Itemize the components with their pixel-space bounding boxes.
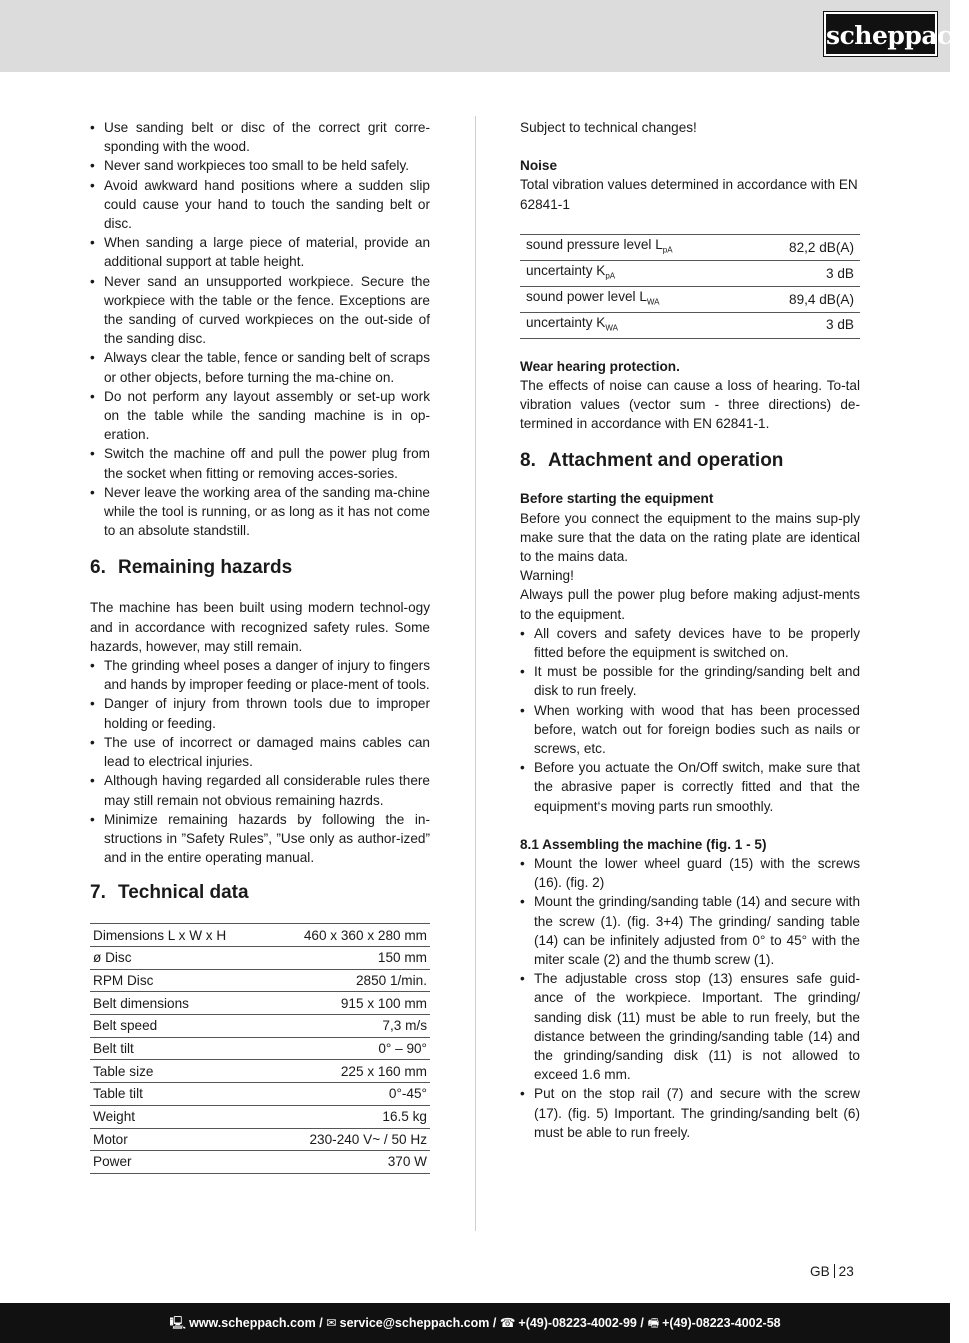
footer-fax: +(49)-08223-4002-58 <box>662 1316 781 1330</box>
spec-label: ø Disc <box>90 947 266 970</box>
spec-value: 7,3 m/s <box>266 1015 430 1038</box>
noise-value: 3 dB <box>749 312 860 338</box>
brand-logo: scheppach <box>824 12 937 56</box>
before-text: Before you connect the equipment to the mains sup-ply make sure that the data on the rating plate are identical to the mains data. <box>520 510 860 564</box>
page-num: 23 <box>838 1264 854 1279</box>
assembly-heading: 8.1 Assembling the machine (fig. 1 - 5) <box>520 836 767 852</box>
list-item: • It must be possible for the grinding/sanding belt and disk to run freely. <box>520 662 860 700</box>
table-row <box>90 969 430 992</box>
table-row <box>520 260 860 286</box>
section-title: Attachment and operation <box>548 450 784 472</box>
list-item: • Minimize remaining hazards by following the in-structions in ”Safety Rules”, ”Use only as author-ized” and in the entire operating manual. <box>90 810 430 868</box>
technical-data-table <box>90 923 430 1174</box>
list-item: • When sanding a large piece of material, provide an additional support at table height. <box>90 233 430 271</box>
list-item: • Never leave the working area of the sanding ma-chine while the tool is running, or as long as it has not come to an absolute standstill. <box>90 483 430 541</box>
spec-label: Table tilt <box>90 1083 266 1106</box>
section-8-heading <box>520 449 860 473</box>
list-item: • Do not perform any layout assembly or set-up work on the table while the sanding machine is in op-eration. <box>90 387 430 445</box>
spec-value: 915 x 100 mm <box>266 992 430 1015</box>
spec-label: RPM Disc <box>90 969 266 992</box>
computer-icon: 🖳 <box>169 1316 187 1330</box>
table-row <box>90 924 430 947</box>
wear-text: The effects of noise can cause a loss of hearing. To-tal vibration values (vector sum - three directions) de-termined in accordance with EN 62841-1. <box>520 377 860 432</box>
table-row <box>520 312 860 338</box>
spec-value: 225 x 160 mm <box>266 1060 430 1083</box>
section-number: 8. <box>520 450 536 472</box>
spec-value: 0° – 90° <box>266 1037 430 1060</box>
spec-label: Belt speed <box>90 1015 266 1038</box>
table-row <box>90 1037 430 1060</box>
noise-label: uncertainty $K_{WA}$ <box>520 312 749 338</box>
list-item: • Put on the stop rail (7) and secure with the screw (17). (fig. 5) Important. The grinding/sanding belt (6) must be able to run freely. <box>520 1084 860 1142</box>
wear-heading: Wear hearing protection. <box>520 358 680 374</box>
phone-icon: ☎ <box>499 1316 516 1330</box>
list-item: • Before you actuate the On/Off switch, make sure that the abrasive paper is correctly fitted and that the equipment‘s moving parts run smoothly. <box>520 758 860 816</box>
spec-label: Belt dimensions <box>90 992 266 1015</box>
spec-value: 16.5 kg <box>266 1105 430 1128</box>
column-divider <box>475 116 476 1231</box>
list-item: • The adjustable cross stop (13) ensures safe guid-ance of the workpiece. Important. The grinding/ sanding disk (11) must be able to run freely, but the distance between the grinding/sanding table (14) and the grinding/sanding disk (11) is not allowed to exceed 1.6 mm. <box>520 969 860 1084</box>
safety-bullets <box>90 118 430 540</box>
section-title: Technical data <box>118 882 249 904</box>
list-item: • Use sanding belt or disc of the correct grit corre-sponding with the wood. <box>90 118 430 156</box>
spec-value: 230-240 V~ / 50 Hz <box>266 1128 430 1151</box>
page-number <box>810 1264 854 1279</box>
footer-phone: +(49)-08223-4002-99 <box>518 1316 637 1330</box>
table-row <box>520 234 860 260</box>
operation-bullets <box>520 624 860 816</box>
page-language: GB <box>810 1264 830 1279</box>
section-title: Remaining hazards <box>118 557 293 579</box>
table-row <box>90 1015 430 1038</box>
table-row <box>90 1151 430 1174</box>
table-row <box>90 1105 430 1128</box>
section-number: 7. <box>90 882 106 904</box>
table-row <box>90 1128 430 1151</box>
table-row <box>520 286 860 312</box>
noise-label: sound pressure level $L_{pA}$ <box>520 234 749 260</box>
list-item: • Mount the grinding/sanding table (14) and secure with the screw (1). (fig. 3+4) The grinding/ sanding table (14) can be infinitely adjusted from 0° to 45° with the miter scale (2) and the thumb screw (1). <box>520 892 860 969</box>
left-column <box>90 118 430 1174</box>
spec-label: Belt tilt <box>90 1037 266 1060</box>
list-item: • Never sand workpieces too small to be held safely. <box>90 156 430 175</box>
list-item: • All covers and safety devices have to be properly fitted before the equipment is switched on. <box>520 624 860 662</box>
spec-value: 2850 1/min. <box>266 969 430 992</box>
spec-label: Dimensions L x W x H <box>90 924 266 947</box>
warning-text: Always pull the power plug before making adjust-ments to the equipment. <box>520 587 860 622</box>
header-band <box>0 0 950 72</box>
list-item: • Always clear the table, fence or sanding belt of scraps or other objects, before turning the ma-chine on. <box>90 348 430 386</box>
noise-value: 89,4 dB(A) <box>749 286 860 312</box>
list-item: • Never sand an unsupported workpiece. Secure the workpiece with the table or the fence. Exceptions are the sanding of curved workpieces on the out-side of the sanding disc. <box>90 272 430 349</box>
table-row <box>90 992 430 1015</box>
footer-website[interactable]: www.scheppach.com <box>189 1316 316 1330</box>
section-7-heading <box>90 881 430 905</box>
page-separator <box>834 1264 835 1278</box>
noise-text: Total vibration values determined in accordance with EN 62841-1 <box>520 177 858 212</box>
list-item: • When working with wood that has been processed before, watch out for foreign bodies such as nails or screws, etc. <box>520 701 860 759</box>
section-6-heading <box>90 556 430 580</box>
list-item: • The use of incorrect or damaged mains cables can lead to electrical injuries. <box>90 733 430 771</box>
noise-heading: Noise <box>520 158 558 174</box>
spec-value: 370 W <box>266 1151 430 1174</box>
footer-bar: 🖳 www.scheppach.com / ✉ service@scheppach.com / ☎ +(49)-08223-4002-99 / 🖷 +(49)-08223-4002-58 <box>0 1303 950 1343</box>
list-item: • The grinding wheel poses a danger of injury to fingers and hands by improper feeding or place-ment of tools. <box>90 656 430 694</box>
list-item: • Switch the machine off and pull the power plug from the socket when fitting or removing acces-sories. <box>90 444 430 482</box>
footer-email[interactable]: service@scheppach.com <box>339 1316 490 1330</box>
hazard-bullets <box>90 656 430 867</box>
warning-label: Warning! <box>520 568 574 584</box>
noise-value: 82,2 dB(A) <box>749 234 860 260</box>
spec-value: 150 mm <box>266 947 430 970</box>
fax-icon: 🖷 <box>647 1316 660 1330</box>
assembly-bullets <box>520 854 860 1142</box>
spec-label: Weight <box>90 1105 266 1128</box>
before-heading: Before starting the equipment <box>520 491 714 507</box>
noise-label: uncertainty $K_{pA}$ <box>520 260 749 286</box>
noise-value: 3 dB <box>749 260 860 286</box>
list-item: • Although having regarded all considerable rules there may still remain not obvious remaining hazrds. <box>90 771 430 809</box>
noise-table <box>520 234 860 339</box>
spec-label: Power <box>90 1151 266 1174</box>
spec-value: 460 x 360 x 280 mm <box>266 924 430 947</box>
spec-label: Motor <box>90 1128 266 1151</box>
spec-label: Table size <box>90 1060 266 1083</box>
mail-icon: ✉ <box>326 1316 337 1330</box>
table-row <box>90 1083 430 1106</box>
section-number: 6. <box>90 557 106 579</box>
list-item: • Avoid awkward hand positions where a sudden slip could cause your hand to touch the sanding belt or disc. <box>90 176 430 234</box>
right-column <box>520 118 860 1142</box>
spec-value: 0°-45° <box>266 1083 430 1106</box>
subject-note: Subject to technical changes! <box>520 120 697 135</box>
noise-label: sound power level $L_{WA}$ <box>520 286 749 312</box>
list-item: • Danger of injury from thrown tools due to improper holding or feeding. <box>90 694 430 732</box>
table-row <box>90 1060 430 1083</box>
list-item: • Mount the lower wheel guard (15) with the screws (16). (fig. 2) <box>520 854 860 892</box>
section-6-intro: The machine has been built using modern technol-ogy and in accordance with recognized safety rules. Some hazards, however, may still remain. <box>90 600 430 654</box>
table-row <box>90 947 430 970</box>
